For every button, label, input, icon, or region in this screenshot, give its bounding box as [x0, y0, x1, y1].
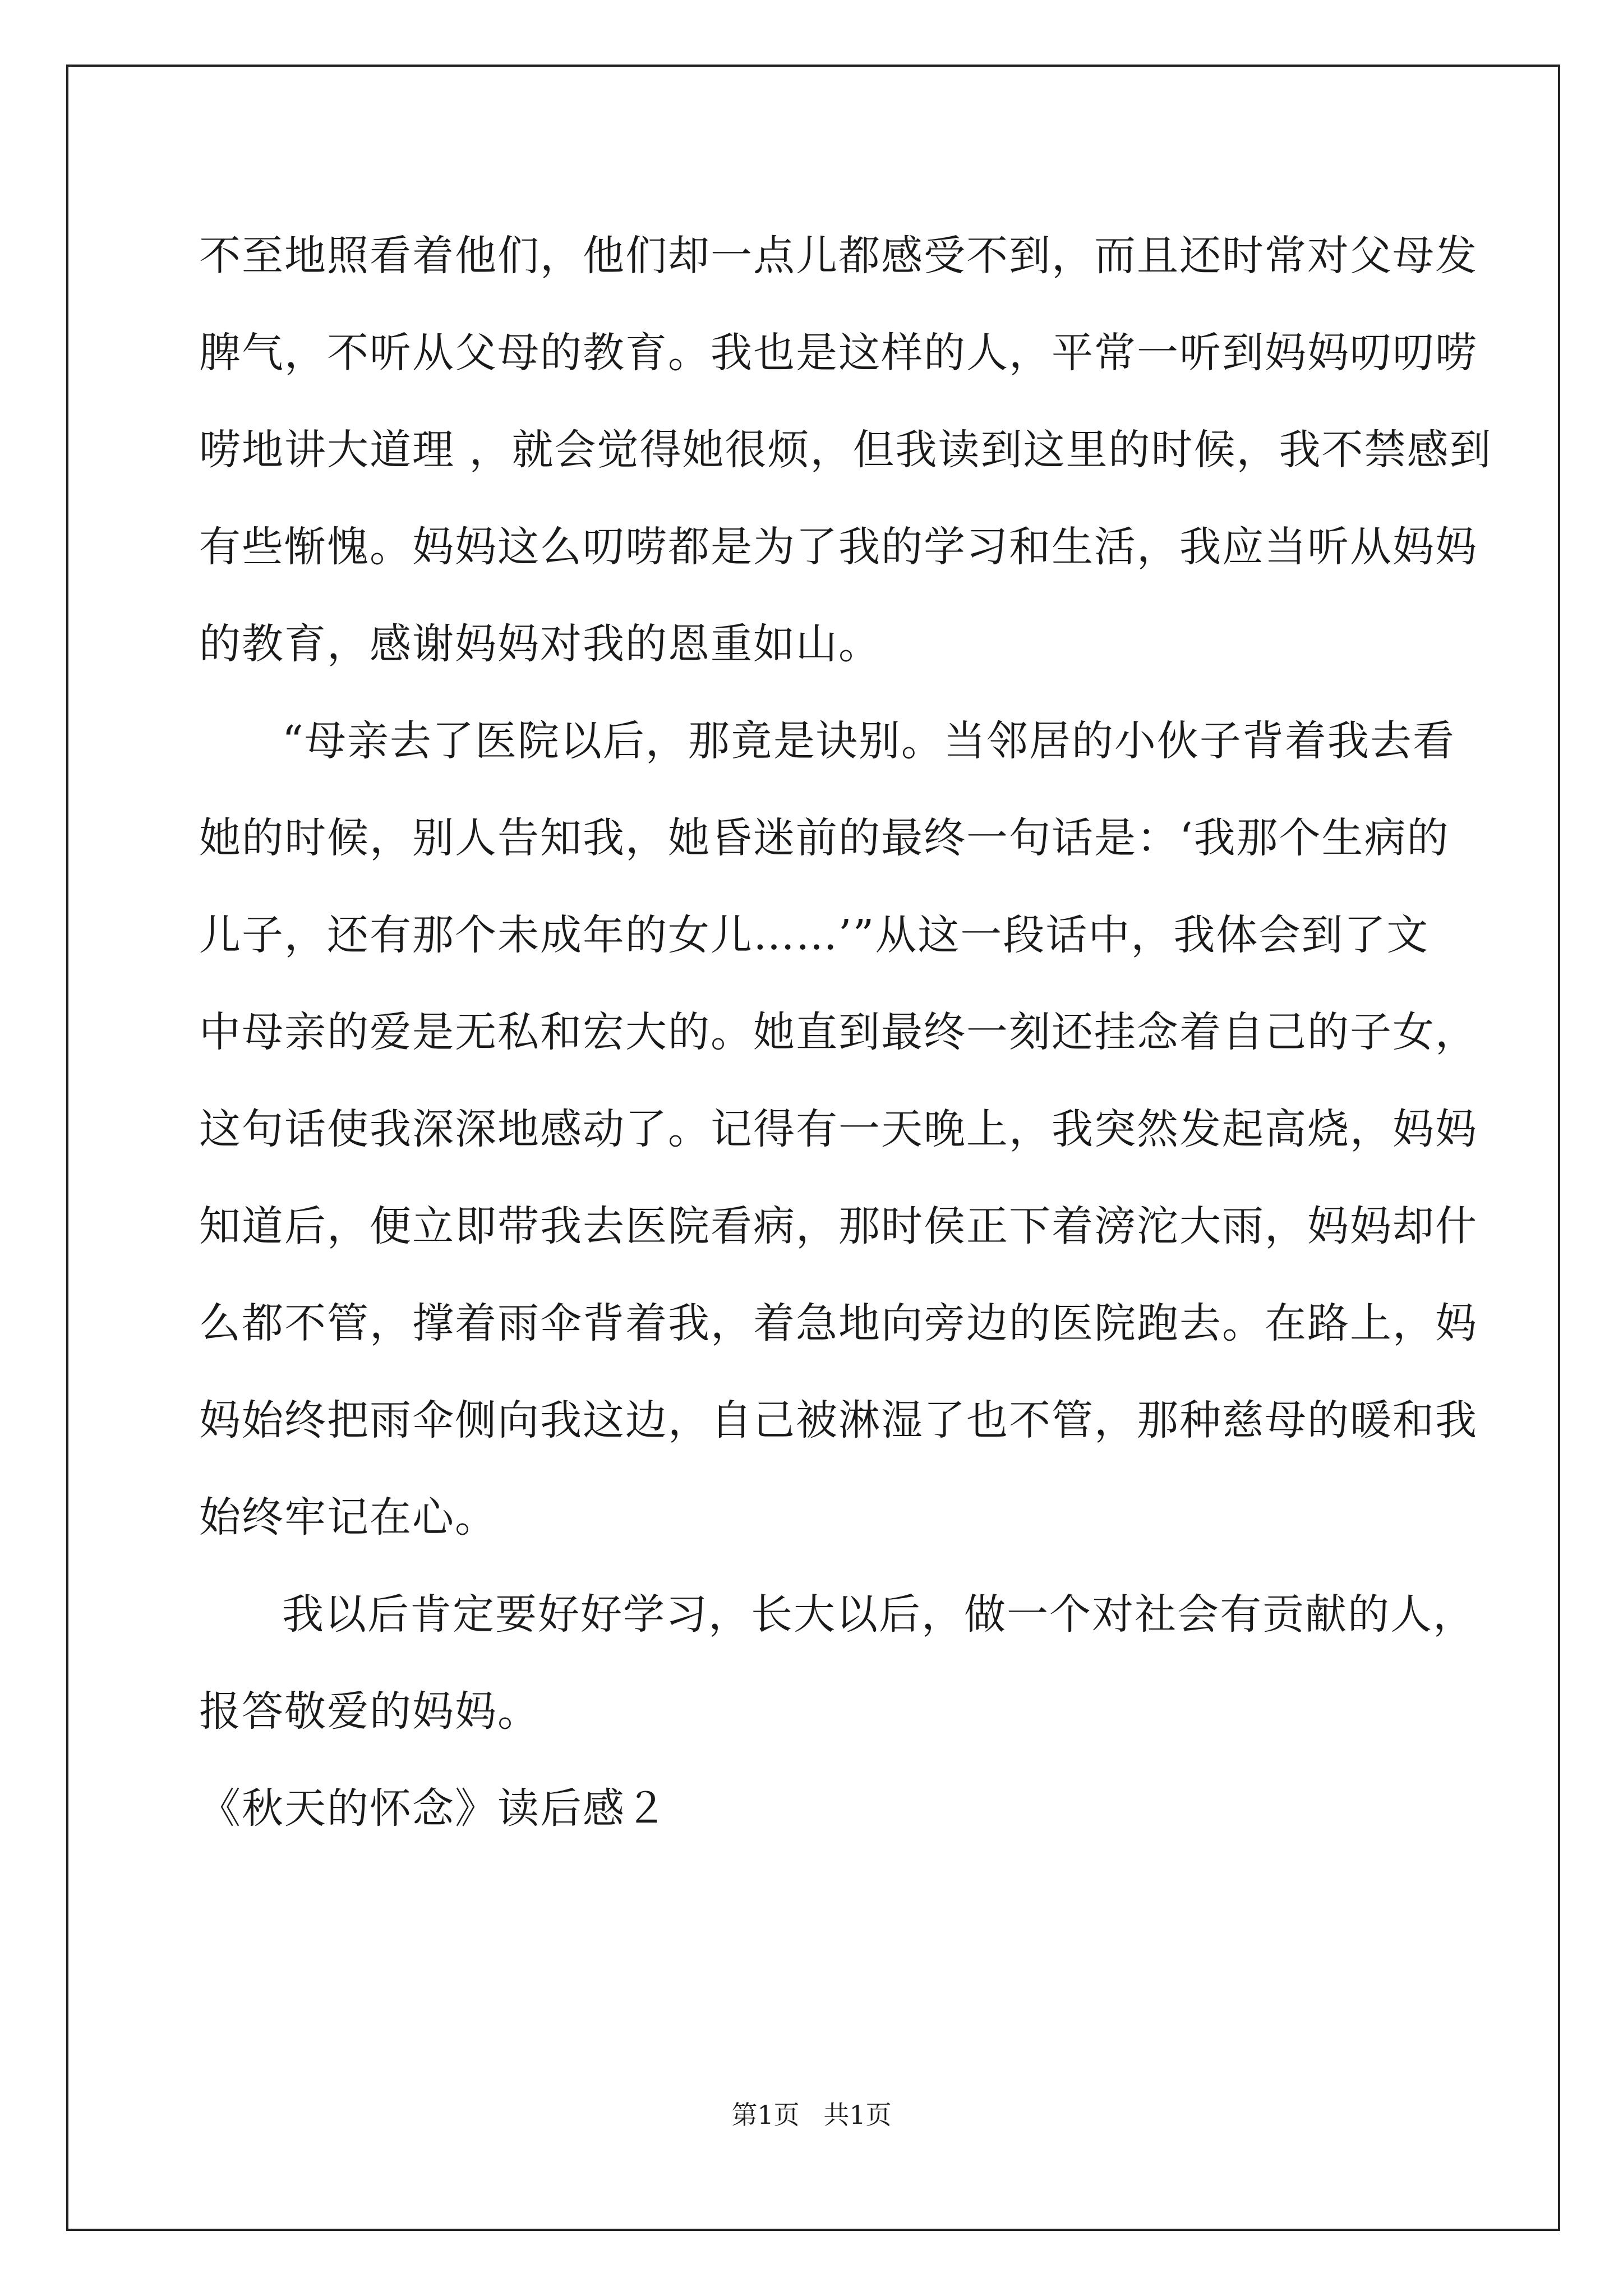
document-body — [199, 208, 1492, 1857]
paragraph-line: 有些惭愧。妈妈这么叨唠都是为了我的学习和生活，我应当听从妈妈 — [199, 523, 1478, 571]
paragraph-line: 中母亲的爱是无私和宏大的。她直到最终一刻还挂念着自己的子女， — [199, 1008, 1478, 1056]
paragraph-line: “母亲去了医院以后，那竟是诀别。当邻居的小伙子背着我去看 — [282, 717, 1455, 765]
section-heading: 《秋天的怀念》读后感２ — [199, 1784, 668, 1833]
paragraph-line: 儿子，还有那个未成年的女儿……’”从这一段话中，我体会到了文 — [199, 911, 1430, 959]
paragraph-line: 妈始终把雨伞侧向我这边，自己被淋湿了也不管，那种慈母的暖和我 — [199, 1396, 1478, 1444]
paragraph-line: 的教育，感谢妈妈对我的恩重如山。 — [199, 620, 881, 668]
paragraph-line: 她的时候，别人告知我，她昏迷前的最终一句话是：‘我那个生病的 — [199, 814, 1450, 862]
paragraph-line: 唠地讲大道理 ，就会觉得她很烦，但我读到这里的时候，我不禁感到 — [199, 426, 1492, 474]
paragraph-line: 我以后肯定要好好学习，长大以后，做一个对社会有贡献的人， — [282, 1590, 1476, 1639]
paragraph-line: 始终牢记在心。 — [199, 1493, 497, 1542]
paragraph-line: 么都不管，撑着雨伞背着我，着急地向旁边的医院跑去。在路上，妈 — [199, 1299, 1478, 1347]
page-number-total: 共1页 — [823, 2100, 892, 2130]
paragraph-line: 不至地照看着他们，他们却一点儿都感受不到，而且还时常对父母发 — [199, 232, 1478, 280]
paragraph-line: 知道后，便立即带我去医院看病，那时侯正下着滂沱大雨，妈妈却什 — [199, 1202, 1478, 1250]
paragraph-line: 报答敬爱的妈妈。 — [199, 1687, 540, 1736]
paragraph-line: 这句话使我深深地感动了。记得有一天晚上，我突然发起高烧，妈妈 — [199, 1105, 1478, 1153]
paragraph-line: 脾气，不听从父母的教育。我也是这样的人，平常一听到妈妈叨叨唠 — [199, 329, 1478, 377]
page-footer — [0, 2098, 1623, 2132]
page-number-current: 第1页 — [731, 2100, 800, 2130]
